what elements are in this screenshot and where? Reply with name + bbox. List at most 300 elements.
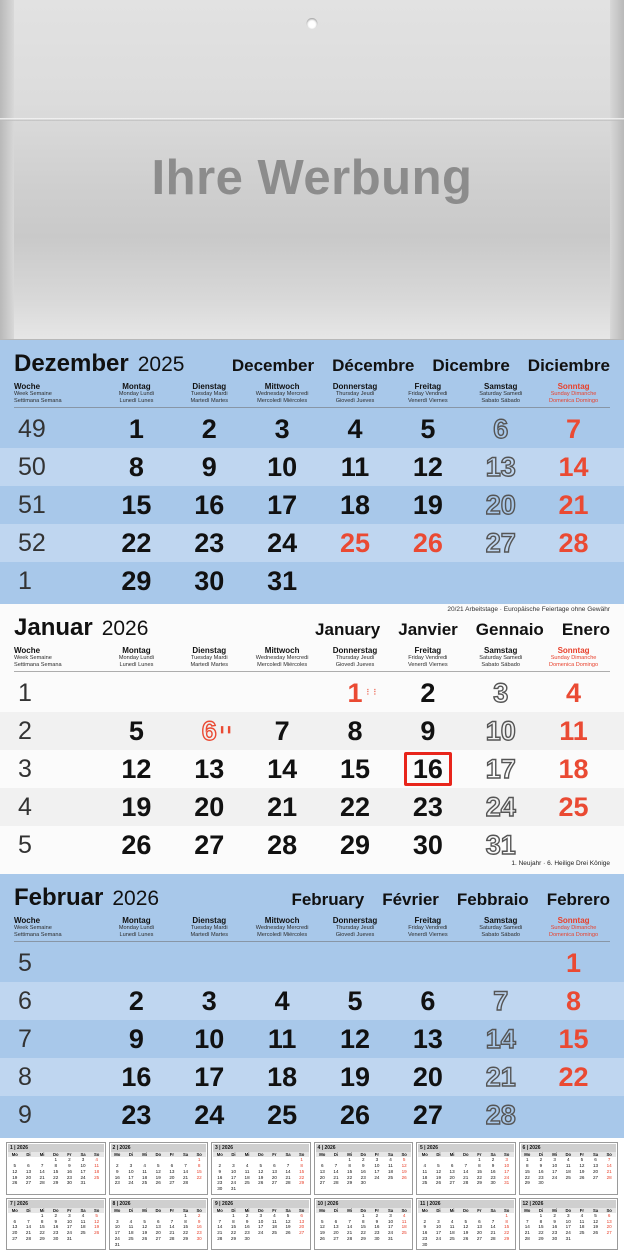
day-cell[interactable]: [173, 452, 246, 483]
mini-day-cell[interactable]: 2: [361, 1157, 365, 1163]
day-cell[interactable]: [319, 1062, 392, 1093]
mini-day-cell[interactable]: 29: [360, 1235, 366, 1241]
mini-day-cell[interactable]: 20: [271, 1174, 277, 1180]
mini-day-cell[interactable]: 15: [504, 1224, 510, 1230]
mini-day-cell[interactable]: 20: [476, 1230, 482, 1236]
mini-day-cell[interactable]: 19: [142, 1230, 148, 1236]
mini-day-cell[interactable]: 25: [449, 1235, 455, 1241]
mini-day-cell[interactable]: 7: [170, 1218, 174, 1224]
day-cell[interactable]: [464, 754, 537, 785]
day-cell[interactable]: [246, 792, 319, 823]
day-cell[interactable]: [391, 986, 464, 1017]
mini-day-cell[interactable]: 16: [374, 1224, 380, 1230]
mini-day-cell[interactable]: 10: [435, 1224, 442, 1230]
mini-day-cell[interactable]: 8: [348, 1163, 351, 1169]
day-cell[interactable]: [246, 414, 319, 445]
mini-day-cell[interactable]: 27: [333, 1235, 339, 1241]
mini-day-cell[interactable]: 14: [217, 1224, 223, 1230]
mini-day-cell[interactable]: 3: [505, 1157, 508, 1163]
mini-day-cell[interactable]: 8: [40, 1218, 44, 1224]
mini-day-cell[interactable]: 16: [244, 1224, 250, 1230]
mini-day-cell[interactable]: 27: [606, 1230, 612, 1236]
mini-day-cell[interactable]: 30: [66, 1180, 72, 1186]
mini-day-cell[interactable]: 21: [39, 1174, 45, 1180]
mini-day-cell[interactable]: 1: [478, 1157, 481, 1163]
mini-day-cell[interactable]: 27: [319, 1180, 325, 1186]
mini-day-cell[interactable]: 22: [39, 1230, 45, 1236]
mini-day-cell[interactable]: 28: [39, 1180, 45, 1186]
mini-day-cell[interactable]: 30: [538, 1180, 544, 1186]
day-cell[interactable]: [319, 414, 392, 445]
mini-day-cell[interactable]: 4: [423, 1163, 427, 1169]
mini-day-cell[interactable]: 12: [94, 1218, 100, 1224]
mini-day-cell[interactable]: 3: [68, 1213, 71, 1218]
mini-day-cell[interactable]: 4: [402, 1213, 406, 1218]
day-cell[interactable]: [319, 452, 392, 483]
mini-month[interactable]: [519, 1142, 619, 1195]
mini-month[interactable]: [314, 1198, 414, 1251]
mini-month[interactable]: [211, 1198, 311, 1251]
mini-day-cell[interactable]: 25: [80, 1230, 86, 1236]
mini-day-cell[interactable]: 19: [319, 1230, 325, 1236]
mini-day-cell[interactable]: 8: [184, 1218, 187, 1224]
day-cell[interactable]: [100, 716, 173, 747]
mini-day-cell[interactable]: 29: [230, 1235, 237, 1241]
mini-day-cell[interactable]: 13: [606, 1218, 612, 1224]
mini-day-cell[interactable]: 31: [504, 1180, 510, 1186]
mini-day-cell[interactable]: 23: [66, 1174, 72, 1180]
mini-day-cell[interactable]: 22: [230, 1230, 237, 1236]
mini-day-cell[interactable]: 19: [401, 1168, 407, 1174]
day-cell[interactable]: [464, 1100, 537, 1131]
mini-day-cell[interactable]: 30: [53, 1235, 59, 1241]
mini-day-cell[interactable]: 21: [347, 1230, 353, 1236]
mini-day-cell[interactable]: 7: [526, 1218, 529, 1224]
mini-day-cell[interactable]: 9: [491, 1163, 495, 1169]
mini-day-cell[interactable]: 29: [538, 1235, 544, 1241]
mini-day-cell[interactable]: 1: [348, 1157, 351, 1163]
mini-day-cell[interactable]: 22: [182, 1230, 189, 1236]
day-cell[interactable]: [173, 1100, 246, 1131]
mini-day-cell[interactable]: 9: [116, 1168, 119, 1174]
mini-day-cell[interactable]: 19: [463, 1230, 469, 1236]
mini-day-cell[interactable]: 7: [286, 1163, 290, 1169]
mini-day-cell[interactable]: 27: [449, 1180, 455, 1186]
mini-day-cell[interactable]: 21: [169, 1230, 175, 1236]
day-cell[interactable]: [464, 414, 537, 445]
mini-day-cell[interactable]: 4: [245, 1163, 249, 1169]
mini-day-cell[interactable]: 13: [271, 1168, 277, 1174]
mini-day-cell[interactable]: 19: [579, 1168, 585, 1174]
mini-day-cell[interactable]: 19: [94, 1224, 100, 1230]
day-cell[interactable]: [100, 414, 173, 445]
mini-month[interactable]: [519, 1198, 619, 1251]
mini-day-cell[interactable]: 8: [232, 1218, 235, 1224]
mini-day-cell[interactable]: 14: [169, 1224, 175, 1230]
mini-day-cell[interactable]: 16: [538, 1168, 544, 1174]
day-cell[interactable]: [391, 752, 464, 786]
mini-day-cell[interactable]: 17: [80, 1168, 86, 1174]
mini-day-cell[interactable]: 16: [422, 1230, 428, 1236]
mini-day-cell[interactable]: 7: [334, 1163, 338, 1169]
mini-day-cell[interactable]: 4: [129, 1218, 133, 1224]
mini-day-cell[interactable]: 11: [244, 1168, 250, 1174]
mini-day-cell[interactable]: 6: [607, 1213, 611, 1218]
mini-day-cell[interactable]: 10: [504, 1163, 510, 1169]
mini-month[interactable]: [109, 1142, 209, 1195]
mini-day-cell[interactable]: 11: [422, 1168, 428, 1174]
mini-day-cell[interactable]: 26: [463, 1235, 469, 1241]
day-cell[interactable]: [391, 490, 464, 521]
mini-day-cell[interactable]: 16: [217, 1174, 223, 1180]
mini-day-cell[interactable]: 25: [128, 1235, 134, 1241]
mini-day-cell[interactable]: 18: [94, 1168, 100, 1174]
mini-day-cell[interactable]: 22: [196, 1174, 202, 1180]
mini-day-cell[interactable]: 26: [401, 1174, 407, 1180]
mini-day-cell[interactable]: 10: [230, 1168, 237, 1174]
day-cell[interactable]: [391, 1062, 464, 1093]
mini-day-cell[interactable]: 8: [54, 1163, 58, 1169]
mini-day-cell[interactable]: 3: [566, 1213, 570, 1218]
mini-day-cell[interactable]: 14: [463, 1168, 469, 1174]
day-cell[interactable]: [391, 678, 464, 709]
mini-day-cell[interactable]: 3: [81, 1157, 85, 1163]
mini-day-cell[interactable]: 17: [552, 1168, 558, 1174]
mini-day-cell[interactable]: 23: [552, 1230, 558, 1236]
mini-day-cell[interactable]: 23: [244, 1230, 250, 1236]
mini-day-cell[interactable]: 6: [156, 1218, 160, 1224]
day-cell[interactable]: [537, 414, 610, 445]
mini-day-cell[interactable]: 23: [217, 1180, 223, 1186]
mini-day-cell[interactable]: 19: [592, 1224, 599, 1230]
day-cell[interactable]: [100, 1062, 173, 1093]
mini-day-cell[interactable]: 18: [422, 1174, 428, 1180]
day-cell[interactable]: [537, 792, 610, 823]
mini-day-cell[interactable]: 29: [504, 1235, 510, 1241]
mini-day-cell[interactable]: 21: [25, 1230, 32, 1236]
day-cell[interactable]: [246, 830, 319, 861]
mini-day-cell[interactable]: 26: [319, 1235, 325, 1241]
mini-day-cell[interactable]: 3: [437, 1218, 440, 1224]
mini-day-cell[interactable]: 6: [321, 1163, 324, 1169]
mini-day-cell[interactable]: 13: [299, 1218, 305, 1224]
day-cell[interactable]: [246, 986, 319, 1017]
mini-day-cell[interactable]: 24: [504, 1174, 510, 1180]
mini-day-cell[interactable]: 6: [334, 1218, 338, 1224]
mini-day-cell[interactable]: 5: [156, 1163, 160, 1169]
mini-day-cell[interactable]: 30: [490, 1180, 496, 1186]
mini-day-cell[interactable]: 26: [592, 1230, 599, 1236]
mini-day-cell[interactable]: 15: [299, 1168, 305, 1174]
mini-day-cell[interactable]: 14: [333, 1168, 339, 1174]
mini-day-cell[interactable]: 6: [273, 1163, 276, 1169]
mini-day-cell[interactable]: 7: [464, 1163, 468, 1169]
mini-day-cell[interactable]: 27: [476, 1235, 482, 1241]
mini-day-cell[interactable]: 23: [538, 1174, 544, 1180]
mini-day-cell[interactable]: 28: [524, 1235, 530, 1241]
mini-day-cell[interactable]: 6: [13, 1218, 17, 1224]
mini-day-cell[interactable]: 17: [435, 1230, 442, 1236]
day-cell[interactable]: [173, 528, 246, 559]
mini-day-cell[interactable]: 11: [579, 1218, 585, 1224]
day-cell[interactable]: [173, 566, 246, 597]
day-cell[interactable]: [537, 528, 610, 559]
mini-day-cell[interactable]: 18: [565, 1168, 571, 1174]
mini-day-cell[interactable]: 23: [374, 1230, 380, 1236]
mini-day-cell[interactable]: 15: [196, 1168, 202, 1174]
mini-month[interactable]: [416, 1198, 516, 1251]
mini-day-cell[interactable]: 31: [387, 1235, 394, 1241]
mini-day-cell[interactable]: 20: [449, 1174, 455, 1180]
mini-day-cell[interactable]: 30: [244, 1235, 250, 1241]
mini-day-cell[interactable]: 31: [80, 1180, 86, 1186]
mini-day-cell[interactable]: 24: [258, 1230, 264, 1236]
mini-day-cell[interactable]: 27: [169, 1180, 175, 1186]
mini-day-cell[interactable]: 13: [449, 1168, 455, 1174]
mini-day-cell[interactable]: 4: [450, 1218, 454, 1224]
mini-day-cell[interactable]: 3: [129, 1163, 133, 1169]
day-cell[interactable]: [537, 716, 610, 747]
mini-day-cell[interactable]: 14: [606, 1163, 612, 1169]
mini-day-cell[interactable]: 20: [25, 1174, 32, 1180]
mini-day-cell[interactable]: 13: [155, 1224, 161, 1230]
mini-day-cell[interactable]: 3: [553, 1157, 556, 1163]
mini-day-cell[interactable]: 5: [402, 1157, 406, 1163]
mini-day-cell[interactable]: 10: [565, 1218, 571, 1224]
mini-day-cell[interactable]: 21: [217, 1230, 223, 1236]
day-cell[interactable]: [100, 754, 173, 785]
mini-day-cell[interactable]: 22: [524, 1174, 530, 1180]
mini-day-cell[interactable]: 13: [12, 1224, 18, 1230]
mini-day-cell[interactable]: 9: [553, 1218, 556, 1224]
mini-day-cell[interactable]: 27: [12, 1235, 18, 1241]
mini-day-cell[interactable]: 24: [80, 1174, 86, 1180]
mini-day-cell[interactable]: 18: [142, 1174, 148, 1180]
mini-day-cell[interactable]: 5: [580, 1157, 584, 1163]
mini-day-cell[interactable]: 1: [197, 1157, 201, 1163]
mini-day-cell[interactable]: 15: [538, 1224, 544, 1230]
mini-month[interactable]: [211, 1142, 311, 1195]
mini-day-cell[interactable]: 13: [25, 1168, 32, 1174]
mini-day-cell[interactable]: 21: [463, 1174, 469, 1180]
mini-day-cell[interactable]: 9: [423, 1224, 427, 1230]
mini-day-cell[interactable]: 20: [12, 1230, 18, 1236]
day-cell[interactable]: [173, 792, 246, 823]
day-cell[interactable]: [246, 1100, 319, 1131]
mini-day-cell[interactable]: 10: [387, 1218, 394, 1224]
day-cell[interactable]: [246, 566, 319, 597]
mini-day-cell[interactable]: 30: [196, 1235, 202, 1241]
mini-day-cell[interactable]: 8: [478, 1163, 481, 1169]
day-cell[interactable]: [173, 1024, 246, 1055]
mini-day-cell[interactable]: 7: [491, 1218, 495, 1224]
mini-day-cell[interactable]: 21: [285, 1174, 291, 1180]
mini-day-cell[interactable]: 15: [182, 1224, 189, 1230]
day-cell[interactable]: [391, 1100, 464, 1131]
mini-day-cell[interactable]: 20: [299, 1224, 305, 1230]
mini-day-cell[interactable]: 7: [40, 1163, 44, 1169]
mini-day-cell[interactable]: 26: [12, 1180, 18, 1186]
day-cell[interactable]: [537, 754, 610, 785]
mini-day-cell[interactable]: 13: [476, 1224, 482, 1230]
mini-day-cell[interactable]: 5: [286, 1213, 290, 1218]
mini-day-cell[interactable]: 17: [565, 1224, 571, 1230]
mini-day-cell[interactable]: 19: [285, 1224, 291, 1230]
mini-day-cell[interactable]: 7: [218, 1218, 222, 1224]
mini-day-cell[interactable]: 22: [476, 1174, 482, 1180]
mini-day-cell[interactable]: 3: [259, 1213, 263, 1218]
mini-day-cell[interactable]: 24: [128, 1180, 134, 1186]
mini-day-cell[interactable]: 27: [592, 1174, 599, 1180]
mini-day-cell[interactable]: 21: [182, 1174, 189, 1180]
mini-day-cell[interactable]: 18: [244, 1174, 250, 1180]
mini-month[interactable]: [314, 1142, 414, 1195]
mini-day-cell[interactable]: 10: [258, 1218, 264, 1224]
mini-day-cell[interactable]: 6: [478, 1218, 481, 1224]
day-cell[interactable]: [464, 490, 537, 521]
mini-day-cell[interactable]: 1: [232, 1213, 235, 1218]
mini-day-cell[interactable]: 18: [401, 1224, 407, 1230]
day-cell[interactable]: [173, 414, 246, 445]
mini-day-cell[interactable]: 24: [66, 1230, 72, 1236]
mini-day-cell[interactable]: 12: [258, 1168, 264, 1174]
mini-day-cell[interactable]: 4: [273, 1213, 276, 1218]
day-cell[interactable]: [464, 1062, 537, 1093]
day-cell[interactable]: [246, 1024, 319, 1055]
mini-day-cell[interactable]: 25: [401, 1230, 407, 1236]
mini-day-cell[interactable]: 9: [218, 1168, 222, 1174]
day-cell[interactable]: [246, 754, 319, 785]
mini-day-cell[interactable]: 21: [490, 1230, 496, 1236]
mini-day-cell[interactable]: 3: [375, 1157, 379, 1163]
mini-day-cell[interactable]: 18: [80, 1224, 86, 1230]
mini-day-cell[interactable]: 15: [39, 1224, 45, 1230]
day-cell[interactable]: [391, 528, 464, 559]
mini-day-cell[interactable]: 29: [476, 1180, 482, 1186]
day-cell[interactable]: [391, 1024, 464, 1055]
day-cell[interactable]: [319, 528, 392, 559]
day-cell[interactable]: [100, 1100, 173, 1131]
mini-day-cell[interactable]: 22: [347, 1174, 353, 1180]
day-cell[interactable]: [173, 830, 246, 861]
mini-day-cell[interactable]: 19: [12, 1174, 18, 1180]
mini-day-cell[interactable]: 28: [490, 1235, 496, 1241]
mini-day-cell[interactable]: 17: [374, 1168, 380, 1174]
day-cell[interactable]: [173, 716, 246, 747]
mini-day-cell[interactable]: 6: [594, 1157, 597, 1163]
day-cell[interactable]: [100, 1024, 173, 1055]
mini-day-cell[interactable]: 2: [375, 1213, 379, 1218]
day-cell[interactable]: [464, 452, 537, 483]
mini-day-cell[interactable]: 30: [422, 1241, 428, 1247]
mini-day-cell[interactable]: 17: [230, 1174, 237, 1180]
mini-day-cell[interactable]: 14: [490, 1224, 496, 1230]
mini-day-cell[interactable]: 12: [285, 1218, 291, 1224]
mini-day-cell[interactable]: 8: [539, 1218, 543, 1224]
mini-day-cell[interactable]: 11: [565, 1163, 571, 1169]
day-cell[interactable]: [537, 452, 610, 483]
mini-day-cell[interactable]: 2: [218, 1163, 222, 1169]
mini-day-cell[interactable]: 5: [437, 1163, 440, 1169]
mini-day-cell[interactable]: 9: [197, 1218, 201, 1224]
mini-day-cell[interactable]: 15: [347, 1168, 353, 1174]
day-cell[interactable]: [464, 1024, 537, 1055]
mini-day-cell[interactable]: 17: [66, 1224, 72, 1230]
mini-day-cell[interactable]: 8: [197, 1163, 201, 1169]
mini-day-cell[interactable]: 20: [333, 1230, 339, 1236]
day-cell[interactable]: [100, 792, 173, 823]
mini-day-cell[interactable]: 7: [607, 1157, 611, 1163]
mini-day-cell[interactable]: 9: [54, 1218, 58, 1224]
mini-month[interactable]: [109, 1198, 209, 1251]
day-cell[interactable]: [537, 986, 610, 1017]
mini-day-cell[interactable]: 12: [142, 1224, 148, 1230]
mini-day-cell[interactable]: 29: [347, 1180, 353, 1186]
mini-day-cell[interactable]: 28: [169, 1235, 175, 1241]
mini-day-cell[interactable]: 1: [361, 1213, 365, 1218]
day-cell[interactable]: [246, 528, 319, 559]
mini-day-cell[interactable]: 16: [196, 1224, 202, 1230]
mini-day-cell[interactable]: 25: [579, 1230, 585, 1236]
day-cell[interactable]: [319, 754, 392, 785]
mini-day-cell[interactable]: 4: [580, 1213, 584, 1218]
mini-day-cell[interactable]: 5: [464, 1218, 468, 1224]
mini-day-cell[interactable]: 17: [387, 1224, 394, 1230]
mini-day-cell[interactable]: 20: [606, 1224, 612, 1230]
day-cell[interactable]: [246, 490, 319, 521]
mini-day-cell[interactable]: 27: [271, 1180, 277, 1186]
mini-day-cell[interactable]: 9: [375, 1218, 379, 1224]
mini-day-cell[interactable]: 26: [258, 1180, 264, 1186]
mini-day-cell[interactable]: 8: [526, 1163, 529, 1169]
mini-day-cell[interactable]: 30: [552, 1235, 558, 1241]
mini-day-cell[interactable]: 14: [182, 1168, 189, 1174]
mini-day-cell[interactable]: 23: [490, 1174, 496, 1180]
mini-day-cell[interactable]: 1: [505, 1213, 508, 1218]
day-cell[interactable]: [100, 452, 173, 483]
mini-day-cell[interactable]: 2: [423, 1218, 427, 1224]
mini-day-cell[interactable]: 13: [169, 1168, 175, 1174]
mini-day-cell[interactable]: 6: [27, 1163, 30, 1169]
mini-day-cell[interactable]: 6: [300, 1213, 303, 1218]
day-cell[interactable]: [391, 792, 464, 823]
mini-day-cell[interactable]: 18: [387, 1168, 394, 1174]
mini-day-cell[interactable]: 4: [389, 1157, 392, 1163]
mini-day-cell[interactable]: 5: [95, 1213, 98, 1218]
mini-day-cell[interactable]: 4: [143, 1163, 146, 1169]
day-cell[interactable]: [537, 1024, 610, 1055]
mini-day-cell[interactable]: 16: [114, 1174, 120, 1180]
mini-day-cell[interactable]: 7: [27, 1218, 30, 1224]
mini-day-cell[interactable]: 31: [565, 1235, 571, 1241]
mini-day-cell[interactable]: 18: [449, 1230, 455, 1236]
mini-day-cell[interactable]: 12: [12, 1168, 18, 1174]
mini-day-cell[interactable]: 13: [333, 1224, 339, 1230]
mini-day-cell[interactable]: 17: [504, 1168, 510, 1174]
day-cell[interactable]: [100, 528, 173, 559]
mini-day-cell[interactable]: 10: [552, 1163, 558, 1169]
mini-day-cell[interactable]: 16: [490, 1168, 496, 1174]
mini-day-cell[interactable]: 30: [360, 1180, 366, 1186]
mini-day-cell[interactable]: 1: [300, 1157, 303, 1163]
mini-day-cell[interactable]: 11: [128, 1224, 134, 1230]
mini-day-cell[interactable]: 24: [114, 1235, 120, 1241]
mini-day-cell[interactable]: 31: [230, 1186, 237, 1192]
mini-day-cell[interactable]: 23: [196, 1230, 202, 1236]
mini-day-cell[interactable]: 10: [66, 1218, 72, 1224]
day-cell[interactable]: [173, 490, 246, 521]
mini-day-cell[interactable]: 28: [347, 1235, 353, 1241]
